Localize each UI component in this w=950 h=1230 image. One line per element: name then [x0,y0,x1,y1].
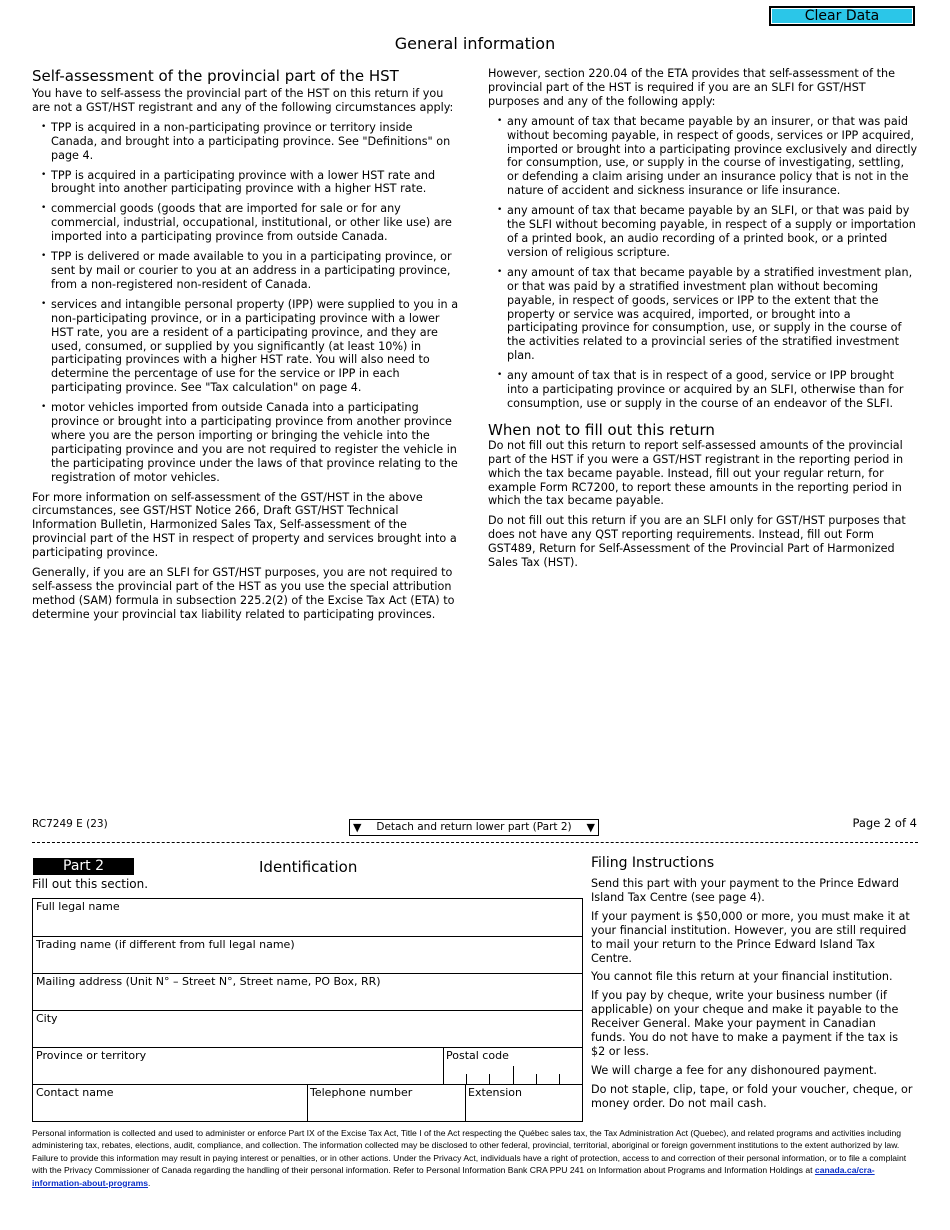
divider [307,1085,308,1121]
identification-table [32,898,583,1122]
list-item: • any amount of tax that became payable by an SLFI, or that was paid by the SLFI without becoming payable, in respect of a supply or importation of a printed book, an audio recording of a printed book, or a printed version of religious scripture. [488,204,918,260]
filing-para: You cannot file this return at your financial institution. [591,970,893,984]
province-postal-row [33,1048,582,1085]
trading-name-field[interactable] [33,937,582,974]
mailing-address-label: Mailing address (Unit N° – Street N°, Street name, PO Box, RR) [36,975,381,988]
privacy-statement [32,1127,912,1189]
city-field[interactable] [33,1011,582,1048]
page-number: Page 2 of 4 [852,816,917,830]
filing-para: If your payment is $50,000 or more, you must make it at your financial institution. However, you are still required to mail your return to the Prince Edward Island Tax Centre. [591,909,910,965]
telephone-label: Telephone number [310,1086,413,1099]
filing-instructions-title: Filing Instructions [591,855,715,871]
postal-code-tick [466,1074,467,1084]
identification-title: Identification [259,858,358,876]
right-para-1: Do not fill out this return to report self-assessed amounts of the provincial part of the HST if you were a GST/HST registrant in the reporting period in which the tax became payable. Instead, fill out your regular return, for example Form RC7200, to report these amounts in the reporting period in which the tax became payable. [488,438,904,508]
divider [465,1085,466,1121]
cra-information-link[interactable]: canada.ca/cra-information-about-programs [32,1165,875,1188]
list-item: • any amount of tax that became payable by an insurer, or that was paid without becoming payable, in respect of goods, services or IPP acquired, imported or brought into a participating province exclusively and directly for consumption, use, or supply in the course of investigating, settling, or defending a claim arising under an insurance policy that is not in the nature of accident and sickness insurance or life insurance. [488,115,918,198]
postal-code-tick [489,1074,490,1084]
list-item: • TPP is acquired in a participating province with a lower HST rate and brought into another participating province with a higher HST rate. [32,169,462,197]
privacy-end: . [148,1177,151,1188]
triangle-down-icon: ▼ [586,821,595,834]
list-item: • motor vehicles imported from outside Canada into a participating province or brought into a participating province from another province where you are the person importing or bringing the vehicle into the participating province and you are not required to register the vehicle in the participating province under the laws of that province relating to the registration of motor vehicles. [32,401,462,484]
postal-code-tick [559,1074,560,1084]
contact-row [33,1085,582,1121]
right-column [488,67,918,570]
list-item: • any amount of tax that became payable by a stratified investment plan, or that was paid by a stratified investment plan without becoming payable, in respect of goods, services or IPP to the extent that the property or service was acquired, imported, or brought into a participating province for consumption, use, or supply in the course of the activities related to a provincial series of the stratified investment plan. [488,266,918,363]
legal-name-field[interactable] [33,899,582,937]
province-label: Province or territory [36,1049,147,1062]
part-tag: Part 2 [33,858,134,875]
postal-code-label: Postal code [446,1049,509,1062]
triangle-down-icon: ▼ [353,821,362,834]
list-item: • commercial goods (goods that are imported for sale or for any commercial, industrial, occupational, institutional, or other like use) are imported into a participating province from outside Canada. [32,202,462,244]
detach-label [349,819,599,836]
left-para-slfi: Generally, if you are an SLFI for GST/HST purposes, you are not required to self-assess the provincial part of the HST as you use the special attribution method (SAM) formula in subsection 225.2(2) of the Excise Tax Act (ETA) to determine your provincial tax liability related to participating provinces. [32,566,455,621]
filing-instructions [591,877,913,1116]
detach-divider [32,842,918,843]
left-intro: You have to self-assess the provincial part of the HST on this return if you are not a GST/HST registrant and any of the following circumstances apply: [32,87,454,114]
page-title: General information [394,34,556,53]
right-para-2: Do not fill out this return if you are an SLFI only for GST/HST purposes that does not have any QST reporting requirements. Instead, fill out Form GST489, Return for Self-Assessment of the Provincial Part of Harmonized Sales Tax (HST). [488,514,906,570]
list-item: • any amount of tax that is in respect of a good, service or IPP brought into a participating province or acquired by an SLFI, otherwise than for consumption, use or supply in the course of an endeavor of the SLFI. [488,369,918,411]
filing-para: If you pay by cheque, write your business number (if applicable) on your cheque and make it payable to the Receiver General. Make your payment in Canadian funds. You do not have to make a payment if the tax is $2 or less. [591,989,899,1058]
filing-para: We will charge a fee for any dishonoured payment. [591,1063,877,1077]
mailing-address-field[interactable] [33,974,582,1011]
form-id: RC7249 E (23) [32,818,108,830]
trading-name-label: Trading name (if different from full legal name) [36,938,295,951]
right-bullet-list [488,115,918,411]
filing-para: Send this part with your payment to the Prince Edward Island Tax Centre (see page 4). [591,877,899,904]
postal-code-tick [536,1074,537,1084]
fill-out-instruction: Fill out this section. [32,877,149,891]
list-item: • services and intangible personal property (IPP) were supplied to you in a non-participating province, or in a participating province with a lower HST rate, you are a resident of a participating province, and they are used, consumed, or supplied by you significantly (at least 10%) in participating provinces with a higher HST rate. You will also need to determine the percentage of use for the service or IPP in each participating province. See "Tax calculation" on page 4. [32,298,462,395]
contact-name-label: Contact name [36,1086,114,1099]
left-bullet-list [32,121,462,485]
divider [443,1048,444,1084]
city-label: City [36,1012,58,1025]
left-para-more-info: For more information on self-assessment of the GST/HST in the above circumstances, see GST/HST Notice 266, Draft GST/HST Technical Information Bulletin, Harmonized Sales Tax, Self-assessment of the provincial part of the HST in respect of property and services brought into a participating province. [32,490,457,560]
legal-name-label: Full legal name [36,900,120,913]
list-item: • TPP is delivered or made available to you in a participating province, or sent by mail or courier to you at an address in a participating province, from a non-registered non-resident of Canada. [32,250,462,292]
left-column [32,67,462,622]
postal-code-tick [513,1066,514,1084]
self-assessment-heading: Self-assessment of the provincial part of the HST [32,67,399,85]
clear-data-button[interactable]: Clear Data [769,6,915,26]
privacy-text: Personal information is collected and used to administer or enforce Part IX of the Excise Tax Act, Title I of the Act respecting the Québec sales tax, the Tax Administration Act (Quebec), and related programs and activities including administering tax, rebates, elections, audit, compliance, and collection. The information collected may be disclosed to other federal, provincial, territorial, aboriginal or foreign government institutions to the extent authorized by law. Failure to provide this information may result in paying interest or penalties, or in other actions. Under the Privacy Act, individuals have a right of protection, access to and correction of their personal information, or to file a complaint with the Privacy Commissioner of Canada regarding the handling of their personal information. Refer to Personal Information Bank CRA PPU 241 on Information about Programs and Information Holdings at [32,1128,907,1176]
filing-para: Do not staple, clip, tape, or fold your voucher, cheque, or money order. Do not mail cash. [591,1082,913,1110]
when-not-heading: When not to fill out this return [488,420,715,439]
right-intro: However, section 220.04 of the ETA provides that self-assessment of the provincial part of the HST is required if you are an SLFI for GST/HST purposes and any of the following apply: [488,67,895,108]
detach-text: Detach and return lower part (Part 2) [376,821,572,833]
list-item: • TPP is acquired in a non-participating province or territory inside Canada, and brought into a participating province. See "Definitions" on page 4. [32,121,462,163]
extension-label: Extension [468,1086,523,1099]
